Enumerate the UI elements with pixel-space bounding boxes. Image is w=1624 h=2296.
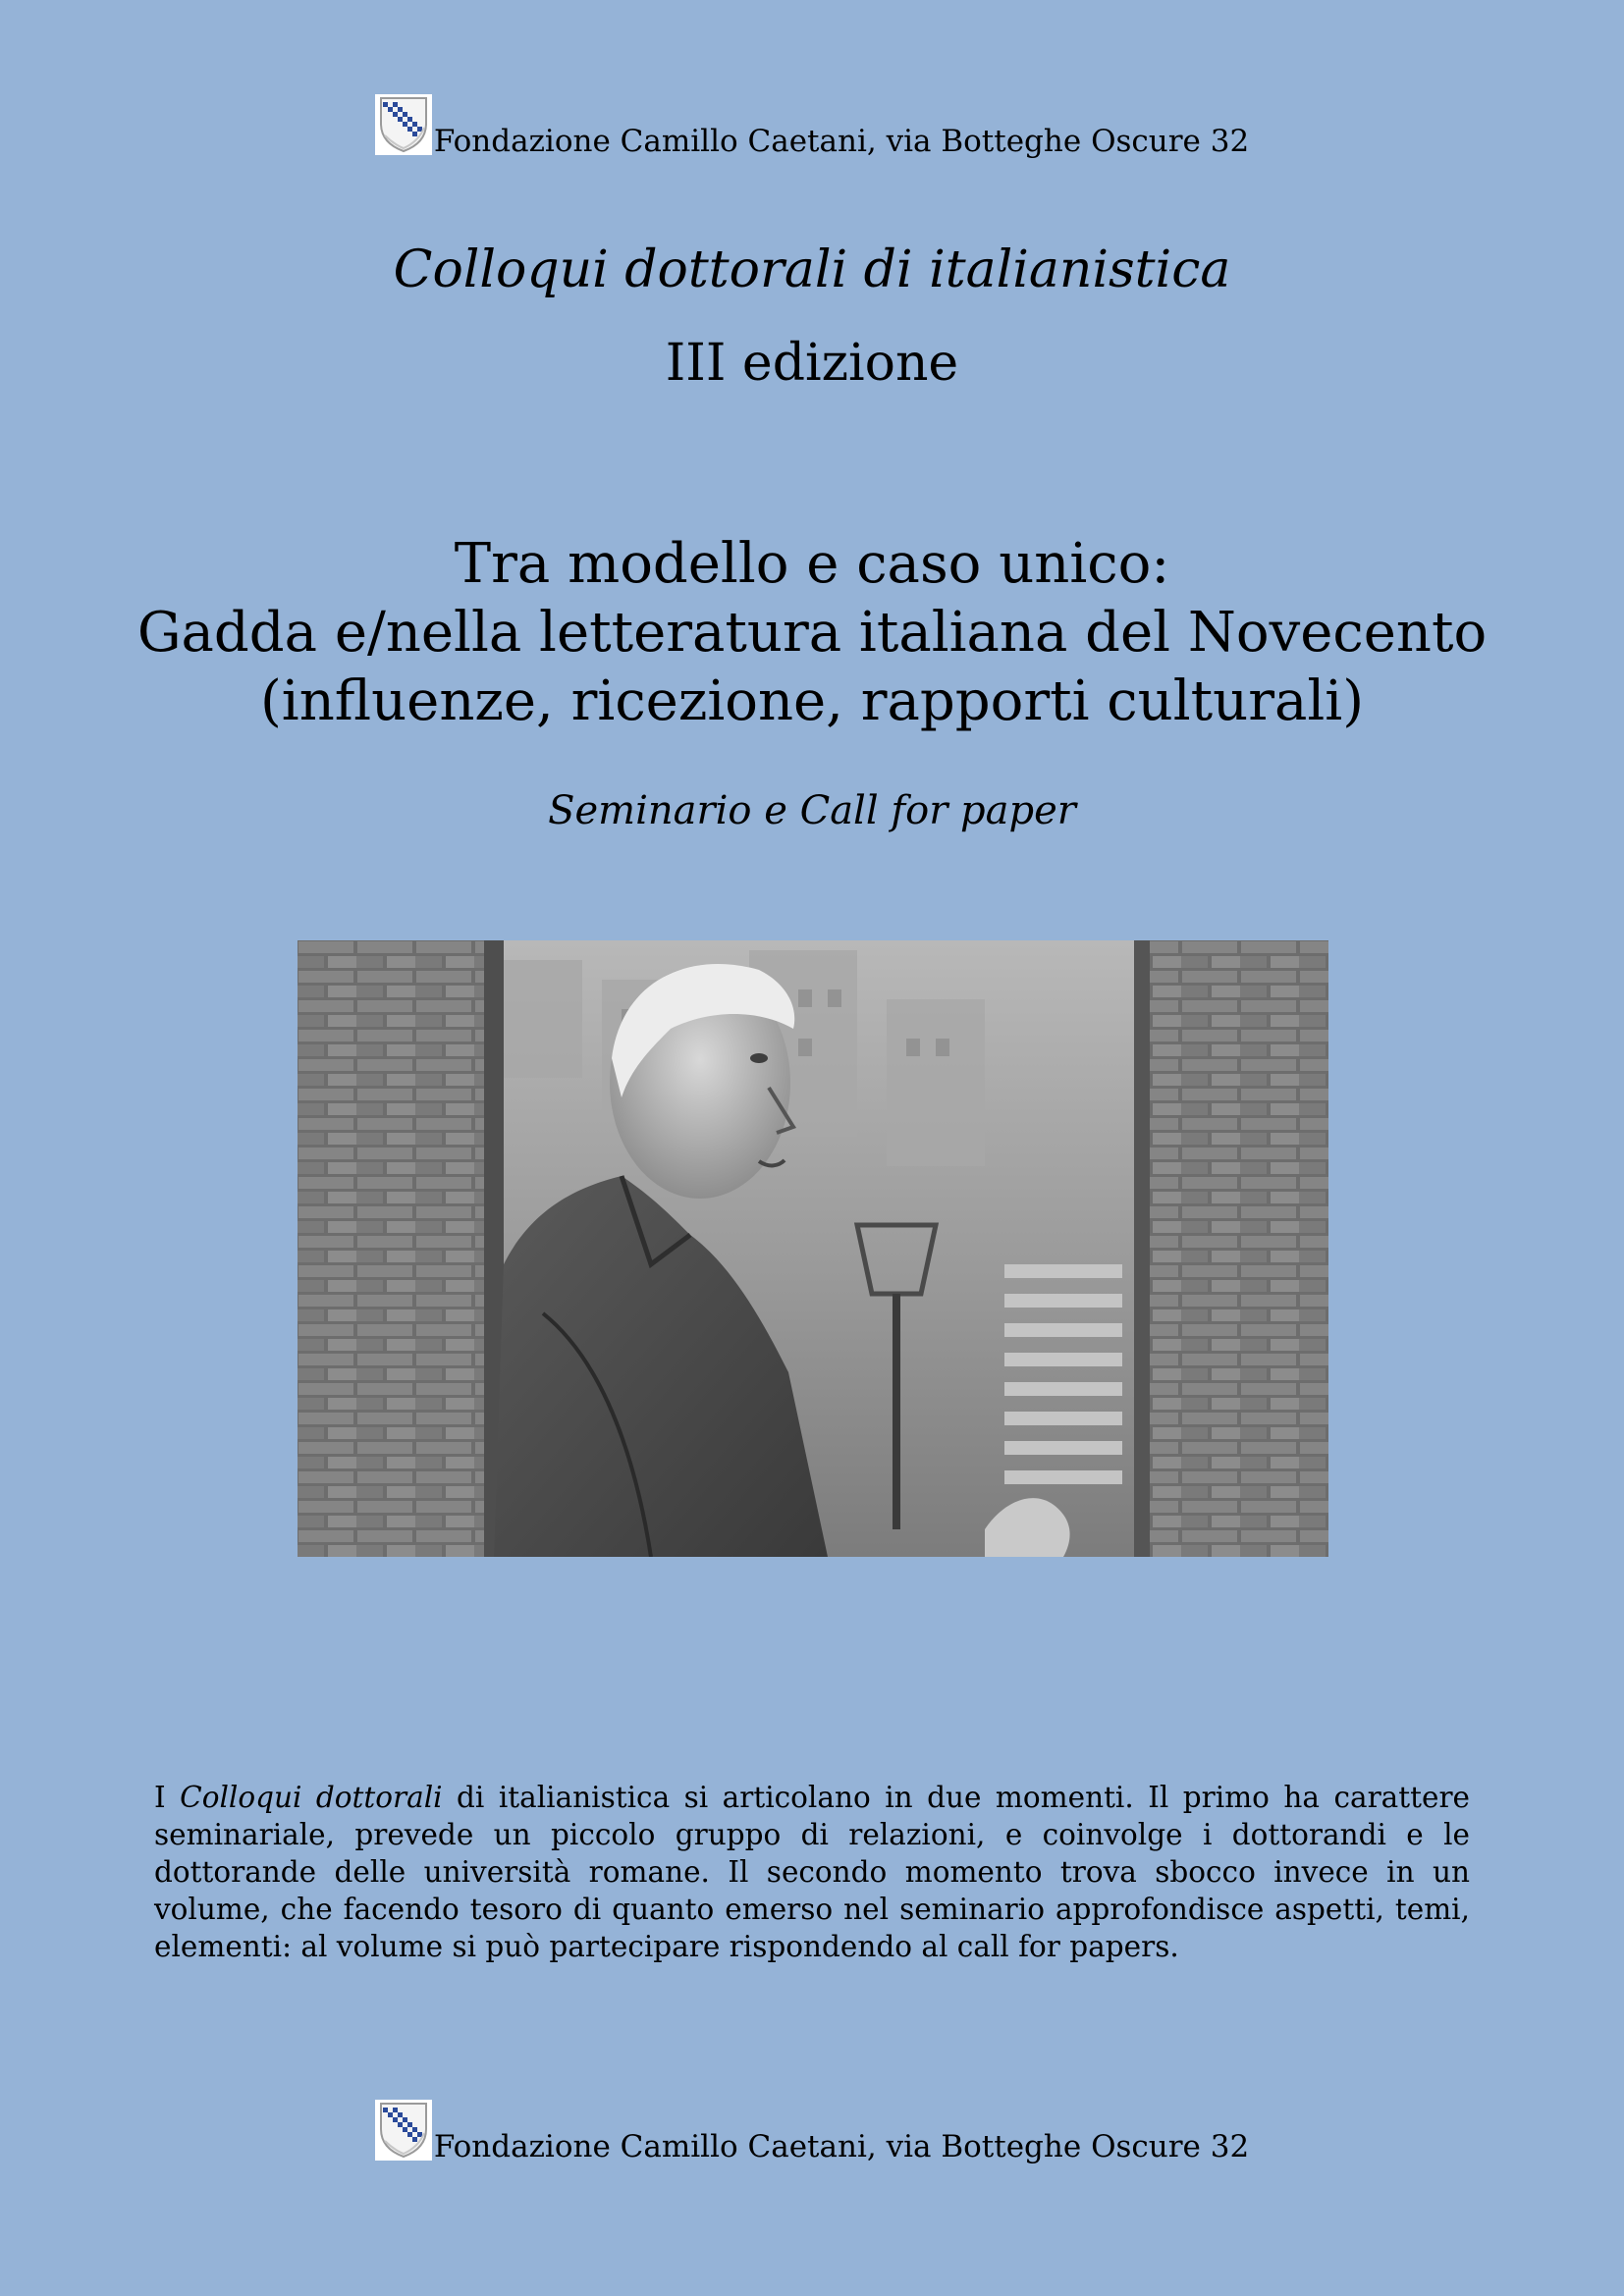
footer-text: Fondazione Camillo Caetani, via Botteghe Oscure 32 xyxy=(433,2129,1250,2164)
portrait-photo xyxy=(298,940,1328,1557)
main-title-line-3: (influenze, ricezione, rapporti culturali) xyxy=(259,669,1365,733)
caetani-crest-icon xyxy=(375,94,432,155)
top-header xyxy=(0,94,1624,161)
main-title xyxy=(0,530,1624,736)
header-text: Fondazione Camillo Caetani, via Botteghe Oscure 32 xyxy=(433,124,1250,159)
edition-label: III edizione xyxy=(665,334,959,393)
intro-paragraph xyxy=(154,1779,1470,1965)
main-title-line-1: Tra modello e caso unico: xyxy=(454,532,1170,596)
intro-body: di italianistica si articolano in due momenti. Il primo ha carattere seminariale, prevede un piccolo gruppo di relazioni, e coinvolge i dottorandi e le dottorande delle università romane. Il secondo momento trova sbocco invece in un volume, che facendo tesoro di quanto emerso nel seminario approfondisce aspetti, temi, elementi: al volume si può partecipare rispondendo al call for papers. xyxy=(154,1781,1471,1963)
subtitle: Seminario e Call for paper xyxy=(548,788,1076,833)
footer xyxy=(0,2100,1624,2166)
main-title-line-2: Gadda e/nella letteratura italiana del Novecento xyxy=(136,601,1488,665)
caetani-crest-icon xyxy=(375,2100,432,2161)
intro-prefix: I xyxy=(154,1781,181,1814)
intro-italic-term: Colloqui dottorali xyxy=(180,1781,443,1814)
series-title: Colloqui dottorali di italianistica xyxy=(393,240,1231,299)
